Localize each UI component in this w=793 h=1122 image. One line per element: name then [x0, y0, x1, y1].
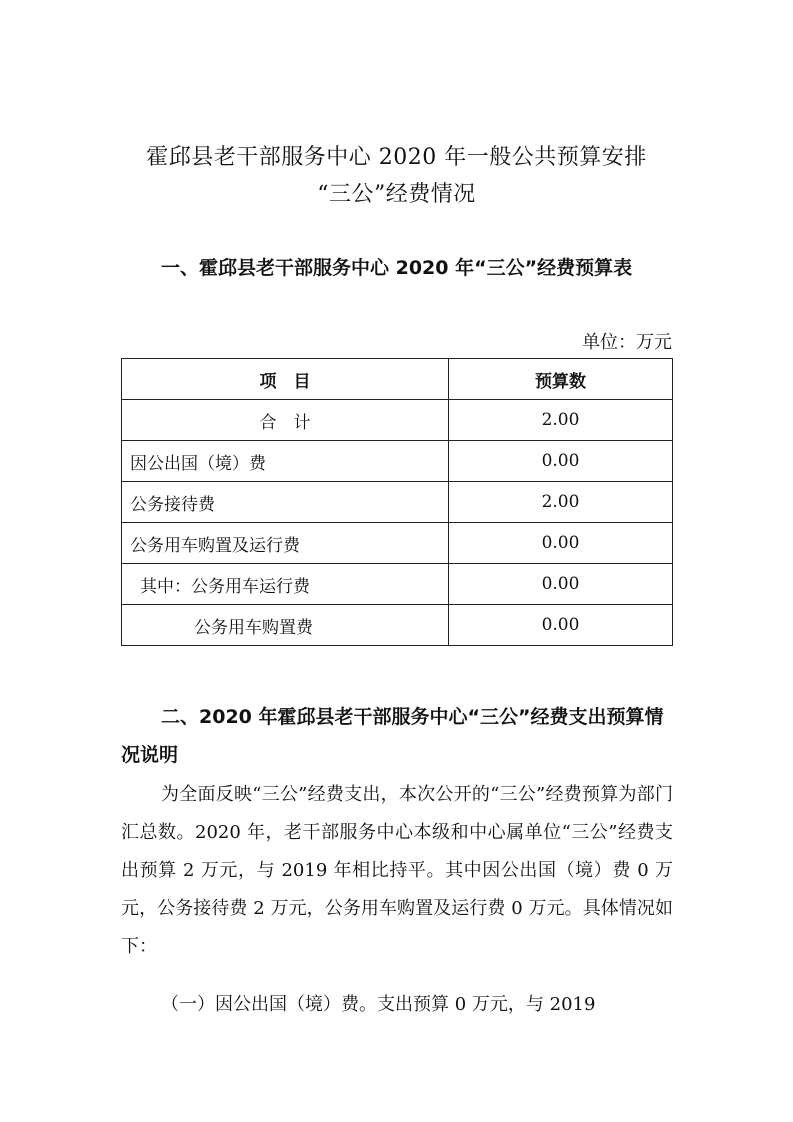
row-label: 因公出国（境）费 [122, 441, 449, 482]
table-row-total [122, 400, 673, 441]
page-title-line-1: 霍邱县老干部服务中心 2020 年一般公共预算安排 [146, 145, 647, 170]
row-value: 0.00 [449, 441, 673, 482]
header-value: 预算数 [449, 359, 673, 400]
table-row [122, 523, 673, 564]
row-value: 0.00 [449, 523, 673, 564]
unit-label: 单位：万元 [582, 332, 672, 353]
table-row [122, 441, 673, 482]
body-paragraph: 为全面反映“三公”经费支出，本次公开的“三公”经费预算为部门汇总数。2020 年，老干部服务中心本级和中心属单位“三公”经费支出预算 2 万元，与 2019 年相比持平。其中因公出国（境）费 0 万元，公务接待费 2 万元，公务用车购置及运行费 0 万元。具体情况如下： [121, 784, 673, 957]
table-header-row [122, 359, 673, 400]
row-value: 0.00 [449, 605, 673, 646]
row-value: 0.00 [449, 564, 673, 605]
header-item: 项 目 [122, 359, 449, 400]
budget-table [121, 358, 673, 646]
table-row [122, 605, 673, 646]
row-label: 公务用车购置费 [122, 605, 449, 646]
row-label: 公务用车购置及运行费 [122, 523, 449, 564]
row-label: 其中：公务用车运行费 [122, 564, 449, 605]
table-row [122, 564, 673, 605]
table-row [122, 482, 673, 523]
body-paragraph: （一）因公出国（境）费。支出预算 0 万元，与 2019 [161, 994, 596, 1015]
row-label: 公务接待费 [122, 482, 449, 523]
section-1-heading: 一、霍邱县老干部服务中心 2020 年“三公”经费预算表 [161, 257, 633, 279]
page-title-line-2: “三公”经费情况 [317, 182, 476, 207]
row-value-total: 2.00 [449, 400, 673, 441]
section-2-heading: 二、2020 年霍邱县老干部服务中心“三公”经费支出预算情况说明 [121, 706, 664, 766]
row-value: 2.00 [449, 482, 673, 523]
row-label-total: 合 计 [122, 400, 449, 441]
